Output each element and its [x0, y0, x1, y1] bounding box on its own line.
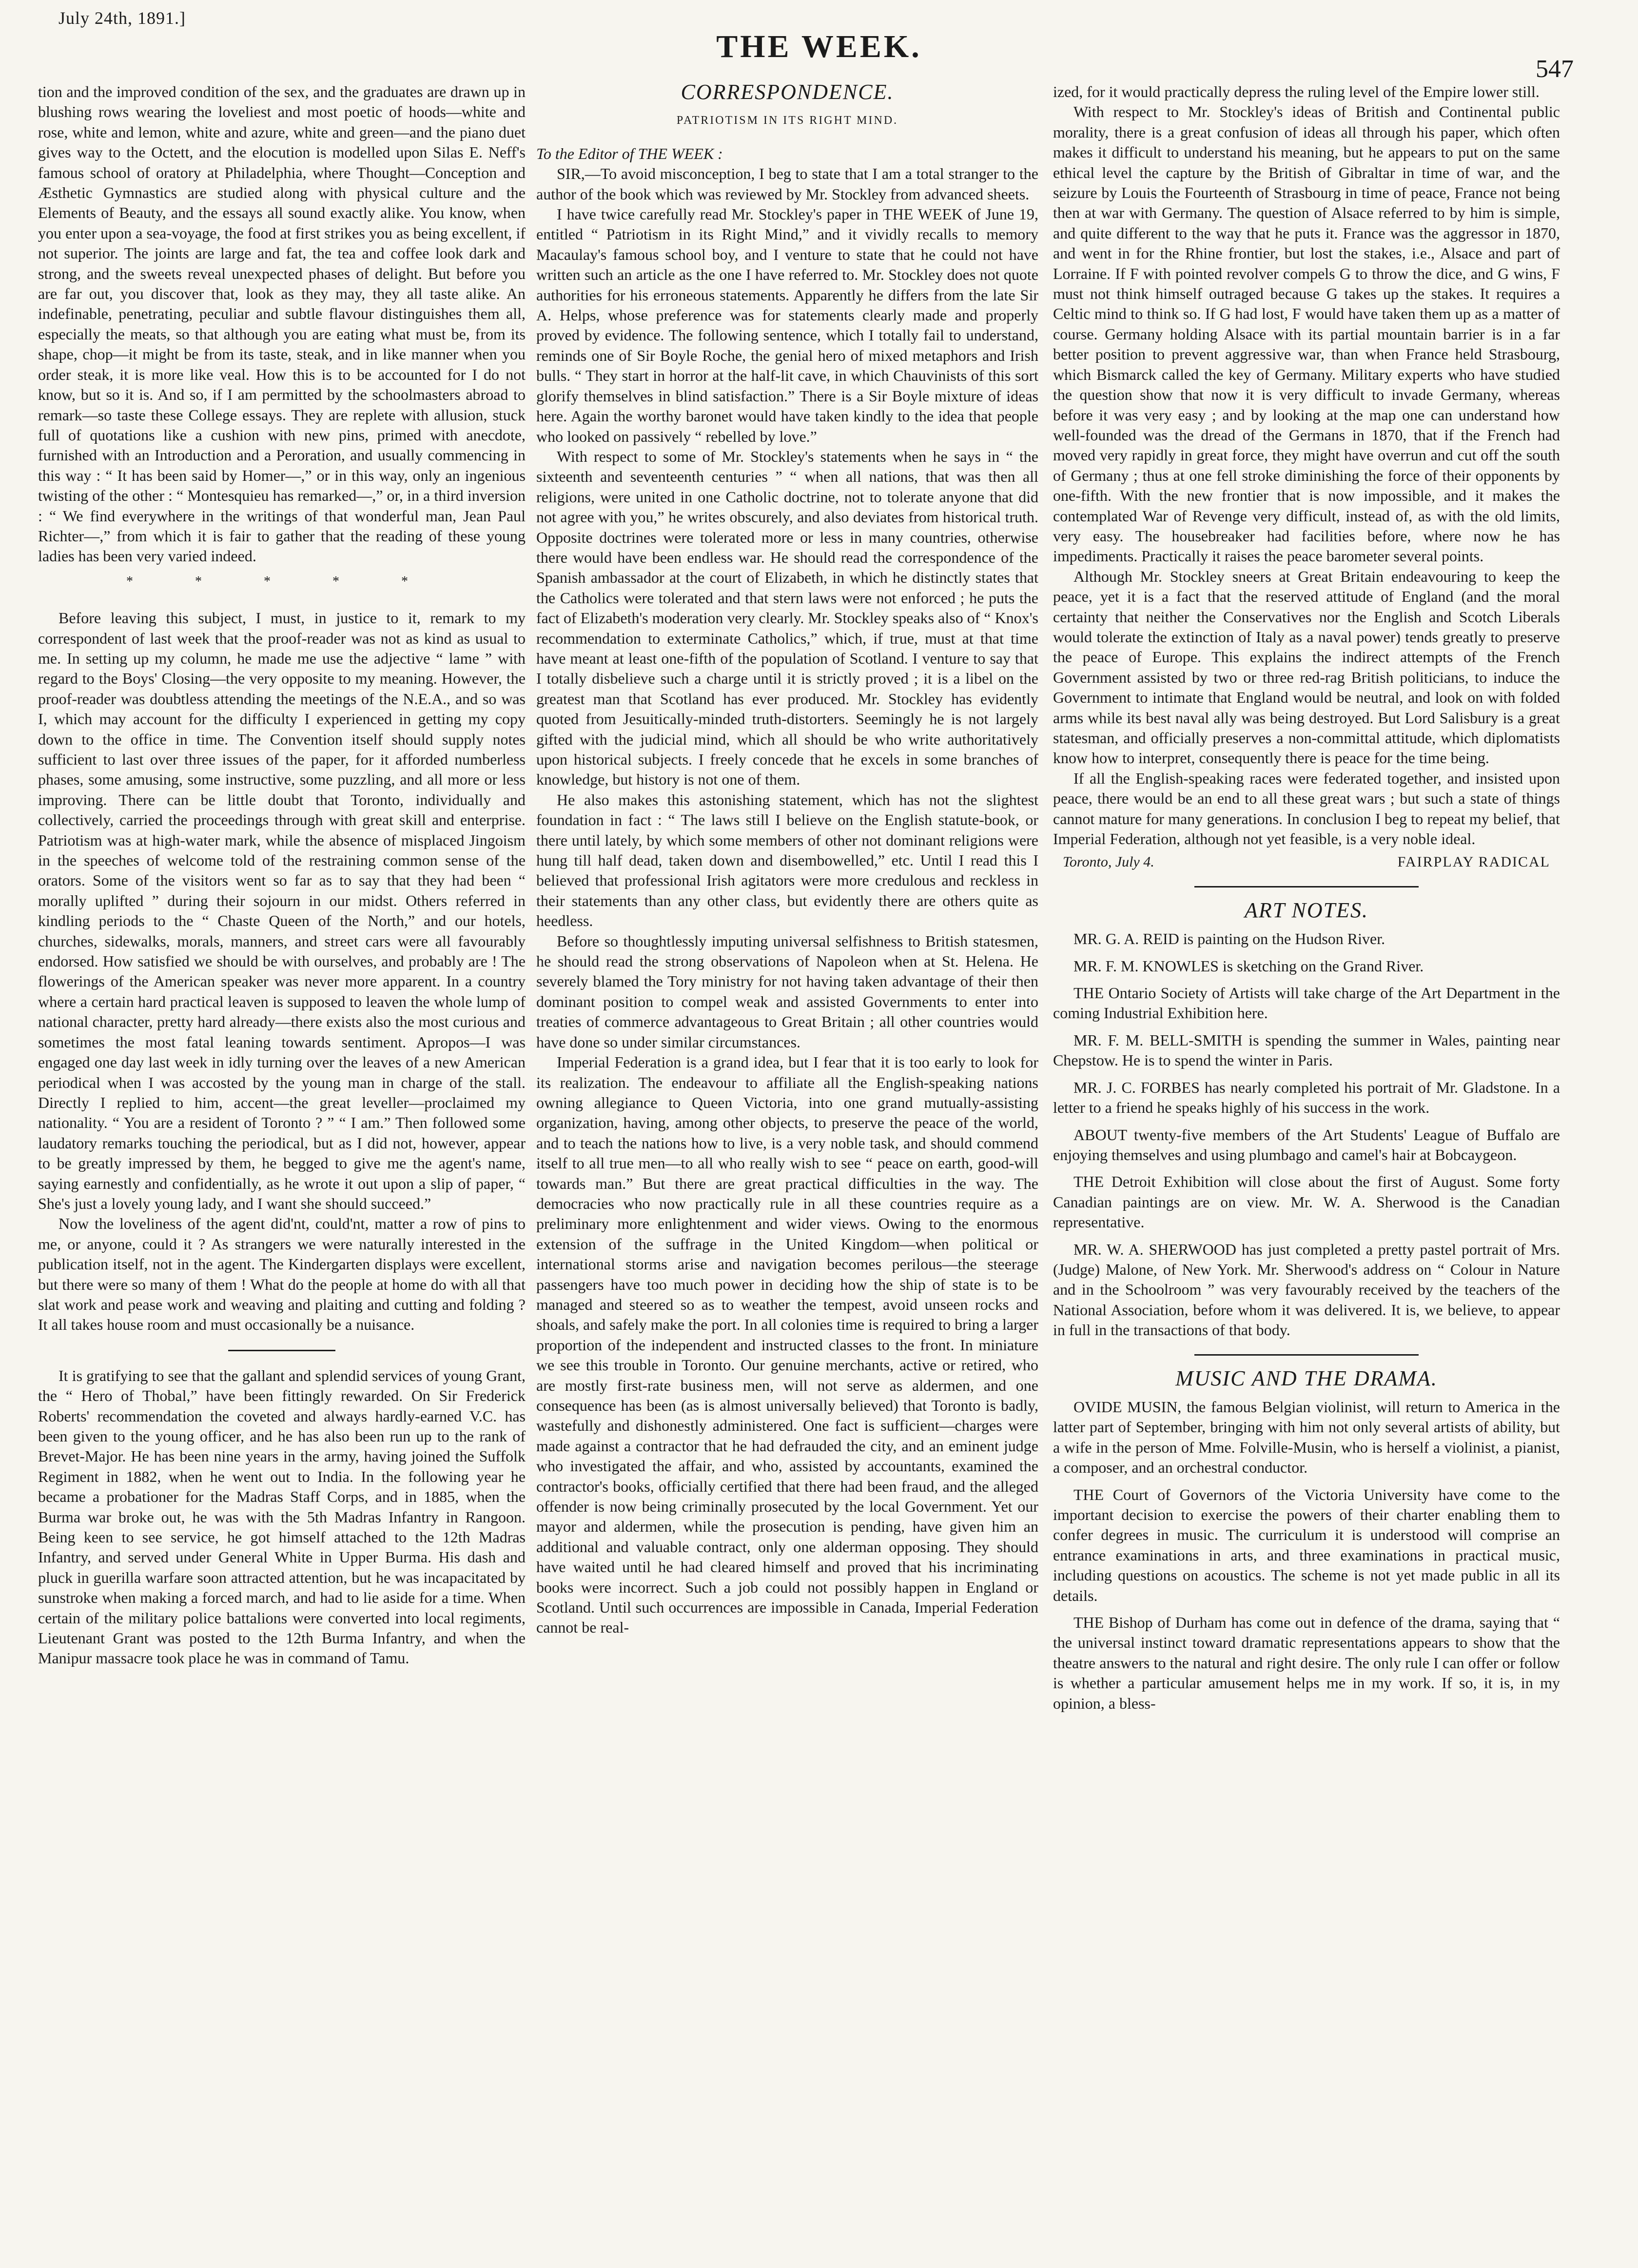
art-notes-list — [1053, 929, 1560, 1340]
section-separator: * * * * * — [126, 573, 437, 589]
divider — [1194, 886, 1419, 887]
divider — [228, 1350, 335, 1351]
page-number: 547 — [1536, 55, 1574, 83]
paragraph: Imperial Federation is a grand idea, but I fear that it is too early to look for its realization. The endeavour to affiliate all the English-speaking nations owning allegiance to Queen Victoria, into one grand mutually-assisting organization, having, among other objects, to preserve the peace of the world, and to teach the nations how to live, is a very noble task, and should commend itself to all true men—to all who really wish to see “ peace on earth, good-will towards man.” But there are great practical difficulties in the way. The democracies who now practically rule in all these countries require as a preliminary more enlightenment and wider views. Owing to the enormous extension of the suffrage in the United Kingdom—when political or international storms arise and navigation becomes perilous—the steerage passengers have too much power in deciding how the ship of state is to be managed and steered so as to weather the tempest, avoid unseen rocks and shoals, and safely make the port. In all colonies time is required to bring a larger proportion of the independent and instructed classes to the front. In miniature we see this trouble in Toronto. Our genuine merchants, active or retired, who are mostly first-rate business men, will not serve as aldermen, and one consequence has been (as is almost universally believed) that Toronto is badly, wastefully and dishonestly administered. One fact is sufficient—charges were made against a contractor that he had defrauded the city, and an eminent judge who investigated the affair, and who, assisted by accountants, examined the contractor's books, officially certified that there had been fraud, and the alleged offender is now being criminally prosecuted by the local Government. Yet our mayor and aldermen, while the prosecution is pending, have given him an additional and valuable contract, only one alderman opposing. They should have waited until he had cleared himself and proved that his incriminating books were incorrect. Such a job could not possibly happen in England or Scotland. Until such occurrences are impossible in Canada, Imperial Federation cannot be real- — [536, 1053, 1038, 1637]
music-note: OVIDE MUSIN, the famous Belgian violinist, will return to America in the latter part of September, bringing with him not only several artists of ability, but a wife in the person of Mme. Folville-Musin, who is herself a violinist, a pianist, a composer, and an orchestral conductor. — [1053, 1398, 1560, 1477]
paragraph: Before so thoughtlessly imputing universal selfishness to British statesmen, he should read the strong observations of Napoleon when at St. Helena. He severely blamed the Tory ministry for not having taken advantage of their then dominant position to compel weak and assisted Governments to enter into treaties of commerce advantageous to Great Britain ; all other countries would have done so under similar circumstances. — [536, 932, 1038, 1051]
art-note: MR. J. C. FORBES has nearly completed his portrait of Mr. Gladstone. In a letter to a friend he speaks highly of his success in the work. — [1053, 1078, 1560, 1117]
paragraph: I have twice carefully read Mr. Stockley's paper in THE WEEK of June 19, entitled “ Patriotism in its Right Mind,” and it vividly recalls to memory Macaulay's famous school boy, and I venture to state that he could not have written such an article as the one I have referred to. Mr. Stockley does not quote authorities for his erroneous statements. Apparently he differs from the late Sir A. Helps, whose preference was for statements clearly made and properly proved by evidence. The following sentence, which I totally fail to understand, reminds one of Sir Boyle Roche, the genial hero of mixed metaphors and Irish bulls. “ They start in horror at the half-lit cave, in which Chauvinists of this sort glorify themselves in blind satisfaction.” There is a Sir Boyle mixture of ideas here. Again the worthy baronet would have taken kindly to the idea that people who looked on passively “ rebelled by love.” — [536, 205, 1038, 445]
paragraph: If all the English-speaking races were federated together, and insisted upon peace, there would be an end to all these great wars ; but such a state of things cannot mature for many generations. In conclusion I beg to repeat my belief, that Imperial Federation, although not yet feasible, is a very noble ideal. — [1053, 769, 1560, 848]
publication-title: THE WEEK. — [716, 29, 922, 64]
art-note: MR. W. A. SHERWOOD has just completed a pretty pastel portrait of Mrs. (Judge) Malone, of New York. Mr. Sherwood's address on “ Colour in Nature and in the Schoolroom ” was very favourably received by the teachers of the National Association, before whom it was delivered. It is, we believe, to appear in full in the transactions of that body. — [1053, 1240, 1560, 1339]
art-note: MR. F. M. BELL-SMITH is spending the summer in Wales, painting near Chepstow. He is to spend the winter in Paris. — [1053, 1031, 1560, 1069]
art-note: THE Detroit Exhibition will close about the first of August. Some forty Canadian paintings are on view. Mr. W. A. Sherwood is the Canadian representative. — [1053, 1173, 1560, 1231]
signature-place: Toronto, July 4. — [1063, 854, 1154, 870]
issue-date: July 24th, 1891.] — [58, 8, 186, 28]
art-note: THE Ontario Society of Artists will take charge of the Art Department in the coming Industrial Exhibition here. — [1053, 984, 1560, 1022]
paragraph: Before leaving this subject, I must, in justice to it, remark to my correspondent of last week that the proof-reader was not as kind as usual to me. In setting up my column, he made me use the adjective “ lame ” with regard to the Boys' Closing—the very opposite to my meaning. However, the proof-reader was doubtless attending the meetings of the N.E.A., and so was I, which may account for the difficulty I experienced in getting my copy down to the office in time. The Convention itself should supply notes sufficient to last over three issues of the paper, for it afforded numberless phases, some amusing, some instructive, some puzzling, and all more or less improving. There can be little doubt that Toronto, individually and collectively, carried the proceedings through with great skill and enterprise. Patriotism was at high-water mark, while the absence of misplaced Jingoism in the speeches of welcome told of the restraining common sense of the orators. Some of the visitors went so far as to say that they had been “ morally uplifted ” during their sojourn in our midst. Others referred in kindling periods to the “ Chaste Queen of the North,” and our hotels, churches, sidewalks, morals, manners, and street cars were all favourably endorsed. How satisfied we should be with ourselves, and probably are ! The flowerings of the American speaker was never more apparent. In a country where a certain hard practical leaven is supposed to leaven the whole lump of national character, pretty hard already—there exists also the most curious and sometimes the most fatal leaning towards sentiment. Apropos—I was engaged one day last week in idly turning over the leaves of a new American periodical when I was accosted by the young man in charge of the stall. Directly I replied to him, accent—the great leveller—proclaimed my nationality. “ You are a resident of Toronto ? ” “ I am.” Then followed some laudatory remarks touching the periodical, but as I did not, however, appear to be greatly impressed by them, he begged to give me the agent's name, saying earnestly and confidentially, as he wrote it out upon a slip of paper, “ She's just a lovely young lady, and I want she should succeed.” — [38, 609, 526, 1212]
letter-signature — [1063, 852, 1550, 872]
column-left — [38, 82, 526, 2237]
letter-title: PATRIOTISM IN ITS RIGHT MIND. — [676, 114, 898, 127]
section-heading-correspondence: CORRESPONDENCE. — [681, 82, 894, 104]
art-note: MR. F. M. KNOWLES is sketching on the Grand River. — [1073, 957, 1424, 975]
art-note: ABOUT twenty-five members of the Art Students' League of Buffalo are enjoying themselves and using plumbago and camel's hair at Bobcaygeon. — [1053, 1125, 1560, 1164]
divider — [1194, 1354, 1419, 1356]
paragraph: With respect to some of Mr. Stockley's statements when he says in “ the sixteenth and seventeenth centuries ” “ when all nations, that was then all religions, were united in one Catholic doctrine, not to tolerate anyone that did not agree with you,” he writes obscurely, and also deviates from historical truth. Opposite doctrines were tolerated more or less in many countries, otherwise there would have been endless war. He should read the correspondence of the Spanish ambassador at the court of Elizabeth, in which he distinctly states that the Catholics were tolerated and that stern laws were not enforced ; he puts the fact of Elizabeth's moderation very clearly. Mr. Stockley speaks also of “ Knox's recommendation to exterminate Catholics,” which, if true, must at that time have meant at least one-fifth of the population of Scotland. I venture to say that I totally disbelieve such a charge until it is strictly proved ; it is a libel on the greatest man that Scotland has ever produced. Mr. Stockley has evidently quoted from Jesuitically-minded truth-distorters. Seemingly he is not largely gifted with the judicial mind, which all should be who write authoritatively upon historical subjects. I freely concede that he excels in some branches of knowledge, but history is not one of them. — [536, 447, 1038, 789]
paragraph: Now the loveliness of the agent did'nt, could'nt, matter a row of pins to me, or anyone, could it ? As strangers we were naturally interested in the publication itself, not in the agent. The Kindergarten displays were excellent, but there were so many of them ! What do the people at home do with all that slat work and pease work and weaving and plaiting and cutting and folding ? It all takes house room and must occasionally be a nuisance. — [38, 1215, 526, 1334]
music-note: THE Bishop of Durham has come out in defence of the drama, saying that “ the universal instinct toward dramatic representations appears to show that the theatre answers to the natural and right desire. The only rule I can offer or follow is whether a particular amusement helps me in my work. If so, it is, in my opinion, a bless- — [1053, 1614, 1560, 1712]
music-notes-list — [1053, 1397, 1560, 1714]
column-right — [1053, 82, 1560, 2237]
salutation: To the Editor of THE WEEK : — [536, 144, 723, 162]
art-note: MR. G. A. REID is painting on the Hudson River. — [1073, 930, 1385, 948]
paragraph: tion and the improved condition of the sex, and the graduates are drawn up in blushing rows wearing the loveliest and most poetic of hoods—white and rose, white and lemon, white and azure, white and green—and the piano duet gives way to the Octett, and the elocution is modelled upon Silas E. Neff's famous school of oratory at Philadelphia, where Thought—Conception and Æsthetic Gymnastics are studied along with physical culture and the Elements of Beauty, and the essays all sound exactly alike. You know, when you enter upon a sea-voyage, the food at first strikes you as being excellent, if not superior. The joints are large and fat, the tea and coffee look dark and strong, and the sweets reveal unexpected phases of delight. But before you are far out, you discover that, look as they may, they all taste alike. An indefinable, penetrating, peculiar and subtle flavour distinguishes them all, especially the meats, so that although you are eating what must be, from its shape, chop—it might be from its taste, steak, and in like manner when you order steak, it is more like veal. How this is to be accounted for I do not know, but so it is. And so, if I am permitted by the schoolmasters abroad to remark—so taste these College essays. They are replete with allusion, stuck full of quotations like a cushion with new pins, primed with anecdote, furnished with an Introduction and a Peroration, and usually commencing in this way : “ It has been said by Homer—,” or in this way, only an ingenious twisting of the other : “ Montesquieu has remarked—,” or, in a third inversion : “ We find everywhere in the writings of that wonderful man, Jean Paul Richter—,” from which it is fair to gather that the reading of these young ladies has been very varied indeed. — [38, 83, 526, 565]
paragraph: ized, for it would practically depress the ruling level of the Empire lower still. — [1053, 83, 1540, 100]
paragraph: It is gratifying to see that the gallant and splendid services of young Grant, the “ Hero of Thobal,” have been fittingly rewarded. On Sir Frederick Roberts' recommendation the coveted and always hardly-earned V.C. has been given to the young officer, and he has also been run up to the rank of Brevet-Major. He has been nine years in the army, having joined the Suffolk Regiment in 1882, when he went out to India. In the following year he became a probationer for the Madras Staff Corps, and in 1885, when the Burma war broke out, he was with the 5th Madras Infantry in Rangoon. Being keen to see service, he got himself attached to the 12th Madras Infantry, and served under General White in Upper Burma. His dash and pluck in guerilla warfare soon attracted attention, but he was incapacitated by sunstroke when making a forced march, and had to lie aside for a time. When certain of the military police battalions were converted into local regiments, Lieutenant Grant was posted to the 12th Burma Infantry, and when the Manipur massacre took place he was in command of Tamu. — [38, 1366, 526, 1667]
paragraph: Although Mr. Stockley sneers at Great Britain endeavouring to keep the peace, yet it is a fact that the reserved attitude of England (and the moral certainty that neither the Conservatives nor the English and Scotch Liberals would tolerate the extinction of Italy as a naval power) tends greatly to preserve the peace of Europe. This explains the indirect attempts of the French Government assisted by two or three red-rag British politicians, to induce the Government to intimate that England would be neutral, and look on with folded arms while its best naval ally was being destroyed. But Lord Salisbury is a great statesman, and officially preserves a non-committal attitude, which diplomatists know how to interpret, consequently there is peace for the time being. — [1053, 567, 1560, 767]
signature-name: FAIRPLAY RADICAL — [1397, 854, 1550, 870]
section-heading-music-drama: MUSIC AND THE DRAMA. — [1175, 1366, 1438, 1390]
paragraph: SIR,—To avoid misconception, I beg to state that I am a total stranger to the author of the book which was reviewed by Mr. Stockley from advanced sheets. — [536, 165, 1038, 203]
section-heading-art-notes: ART NOTES. — [1245, 898, 1368, 922]
column-middle — [536, 82, 1038, 2237]
paragraph: With respect to Mr. Stockley's ideas of British and Continental public morality, there is a great confusion of ideas all through his paper, which often makes it difficult to understand his meaning, but he appears to put on the same ethical level the capture by the British of Gibraltar in time of war, and the seizure by Louis the Fourteenth of Strasbourg in time of peace, France not being then at war with Germany. The question of Alsace referred to by him is simple, and quite different to the way that he puts it. France was the aggressor in 1870, and went in for the Rhine frontier, but lost the stakes, i.e., Alsace and part of Lorraine. If F with pointed revolver compels G to throw the dice, and G wins, F must not think himself outraged because G takes up the stakes. It requires a Celtic mind to think so. If G had lost, F would have taken them up as a matter of course. Germany holding Alsace with its partial mountain barrier is in a far better position to prevent aggressive war, than when France held Strasbourg, which Bismarck called the key of Germany. Military experts who have studied the question show that now it is very difficult to invade Germany, whereas before it was very easy ; and by looking at the map one can understand how well-founded was the dread of the Germans in 1870, that if the French had moved very rapidly in great force, they might have overrun and cut off the south of Germany ; thus at one fell stroke diminishing the force of their opponents by one-fifth. With the new frontier that is now impossible, and it makes the contemplated War of Revenge very difficult, instead of, as with the old limits, very easy. The housebreaker had facilities before, where now he has impediments. Practically it raises the peace barometer several points. — [1053, 103, 1560, 565]
music-note: THE Court of Governors of the Victoria University have come to the important decision to exercise the powers of their charter enabling them to confer degrees in music. The curriculum it is understood will comprise an entrance examinations in arts, and three examinations in practical music, including questions on acoustics. The scheme is not yet made public in all its details. — [1053, 1485, 1560, 1604]
paragraph: He also makes this astonishing statement, which has not the slightest foundation in fact : “ The laws still I believe on the English statute-book, or there until lately, by which some members of other not dominant religions were hung till half dead, taken down and disembowelled,” etc. Until I read this I believed that professional Irish agitators were more credulous and reckless in their statements than any other class, but evidently there are others quite as heedless. — [536, 790, 1038, 930]
